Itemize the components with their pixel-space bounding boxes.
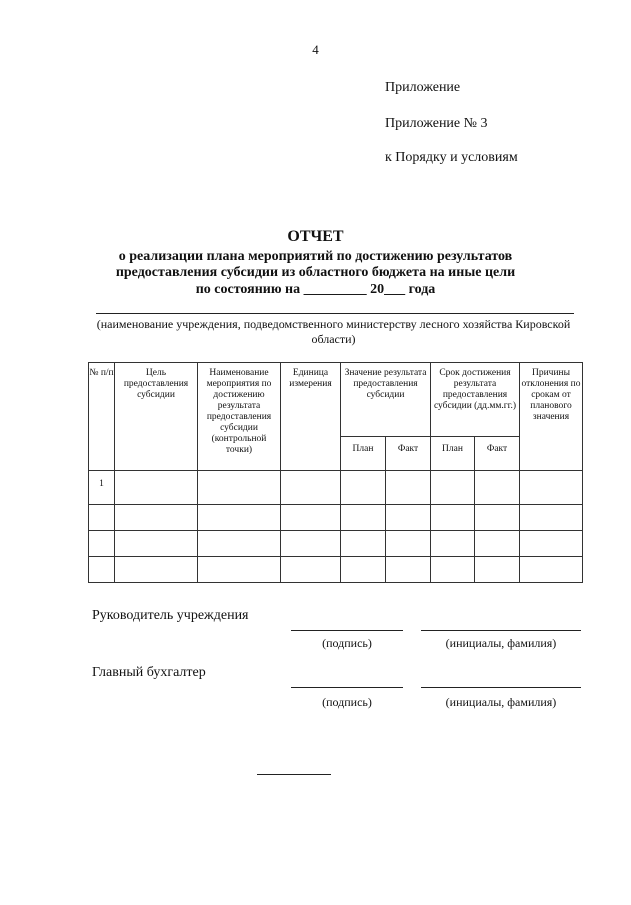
institution-name-line — [96, 313, 574, 314]
table-cell — [386, 505, 431, 531]
table-cell — [475, 557, 520, 583]
table-cell — [115, 471, 198, 505]
table-cell — [520, 531, 583, 557]
accountant-name-line — [421, 687, 581, 688]
accountant-signature-caption: (подпись) — [322, 695, 372, 709]
subheader-value-plan: План — [341, 437, 386, 471]
table-cell — [341, 531, 386, 557]
table-cell — [89, 531, 115, 557]
header-goal: Цель предоставления субсидии — [115, 363, 198, 471]
report-title-line-3: по состоянию на _________ 20___ года — [195, 282, 436, 297]
header-reasons: Причины отклонения по срокам от планового значения — [520, 363, 583, 471]
table-cell — [281, 531, 341, 557]
table-cell — [431, 471, 475, 505]
subheader-deadline-plan: План — [431, 437, 475, 471]
subheader-deadline-fact: Факт — [475, 437, 520, 471]
table-cell — [281, 557, 341, 583]
table-cell — [198, 505, 281, 531]
header-num: № п/п — [89, 363, 115, 471]
table-cell — [520, 557, 583, 583]
header-measure: Наименование мероприятия по достижению результата предоставления субсидии (контрольной точки) — [198, 363, 281, 471]
table-cell — [115, 505, 198, 531]
table-cell — [520, 505, 583, 531]
table-cell — [386, 471, 431, 505]
table-cell — [89, 557, 115, 583]
appendix-line-2: Приложение № 3 — [385, 116, 488, 131]
table-cell — [431, 557, 475, 583]
table-row — [89, 505, 583, 531]
subheader-value-fact: Факт — [386, 437, 431, 471]
appendix-line-1: Приложение — [385, 80, 461, 95]
head-of-institution-label: Руководитель учреждения — [92, 608, 249, 623]
table-cell — [475, 531, 520, 557]
head-name-caption: (инициалы, фамилия) — [445, 636, 557, 650]
table-cell — [341, 557, 386, 583]
table-cell — [475, 471, 520, 505]
report-heading: ОТЧЕТ — [287, 228, 344, 245]
report-title-line-2: предоставления субсидии из областного бюджета на иные цели — [115, 265, 516, 280]
table-cell — [198, 557, 281, 583]
accountant-signature-line — [291, 687, 403, 688]
table-cell — [431, 505, 475, 531]
page-number: 4 — [312, 42, 319, 57]
accountant-name-caption: (инициалы, фамилия) — [445, 695, 557, 709]
table-row — [89, 471, 583, 505]
chief-accountant-label: Главный бухгалтер — [92, 665, 206, 680]
institution-note: (наименование учреждения, подведомственного министерству лесного хозяйства Кировской области) — [96, 317, 571, 346]
table-cell — [115, 531, 198, 557]
table-cell — [520, 471, 583, 505]
table-row — [89, 531, 583, 557]
table-cell — [198, 471, 281, 505]
head-signature-line — [291, 630, 403, 631]
table-cell — [386, 531, 431, 557]
appendix-line-3: к Порядку и условиям — [385, 150, 518, 165]
head-name-line — [421, 630, 581, 631]
header-deadline: Срок достижения результата предоставления субсидии (дд.мм.гг.) — [431, 363, 520, 437]
report-title-line-1: о реализации плана мероприятий по достижению результатов — [118, 249, 513, 264]
table-cell — [475, 505, 520, 531]
end-separator-line — [257, 774, 331, 775]
table-cell — [341, 471, 386, 505]
table-cell — [386, 557, 431, 583]
header-value: Значение результата предоставления субсидии — [341, 363, 431, 437]
table-cell — [431, 531, 475, 557]
table-cell — [198, 531, 281, 557]
table-cell — [281, 505, 341, 531]
table-cell — [89, 505, 115, 531]
head-signature-caption: (подпись) — [322, 636, 372, 650]
table-cell — [115, 557, 198, 583]
table-cell: 1 — [89, 471, 115, 505]
header-unit: Единица измерения — [281, 363, 341, 471]
table-cell — [281, 471, 341, 505]
table-row — [89, 557, 583, 583]
report-table — [88, 362, 583, 583]
table-cell — [341, 505, 386, 531]
